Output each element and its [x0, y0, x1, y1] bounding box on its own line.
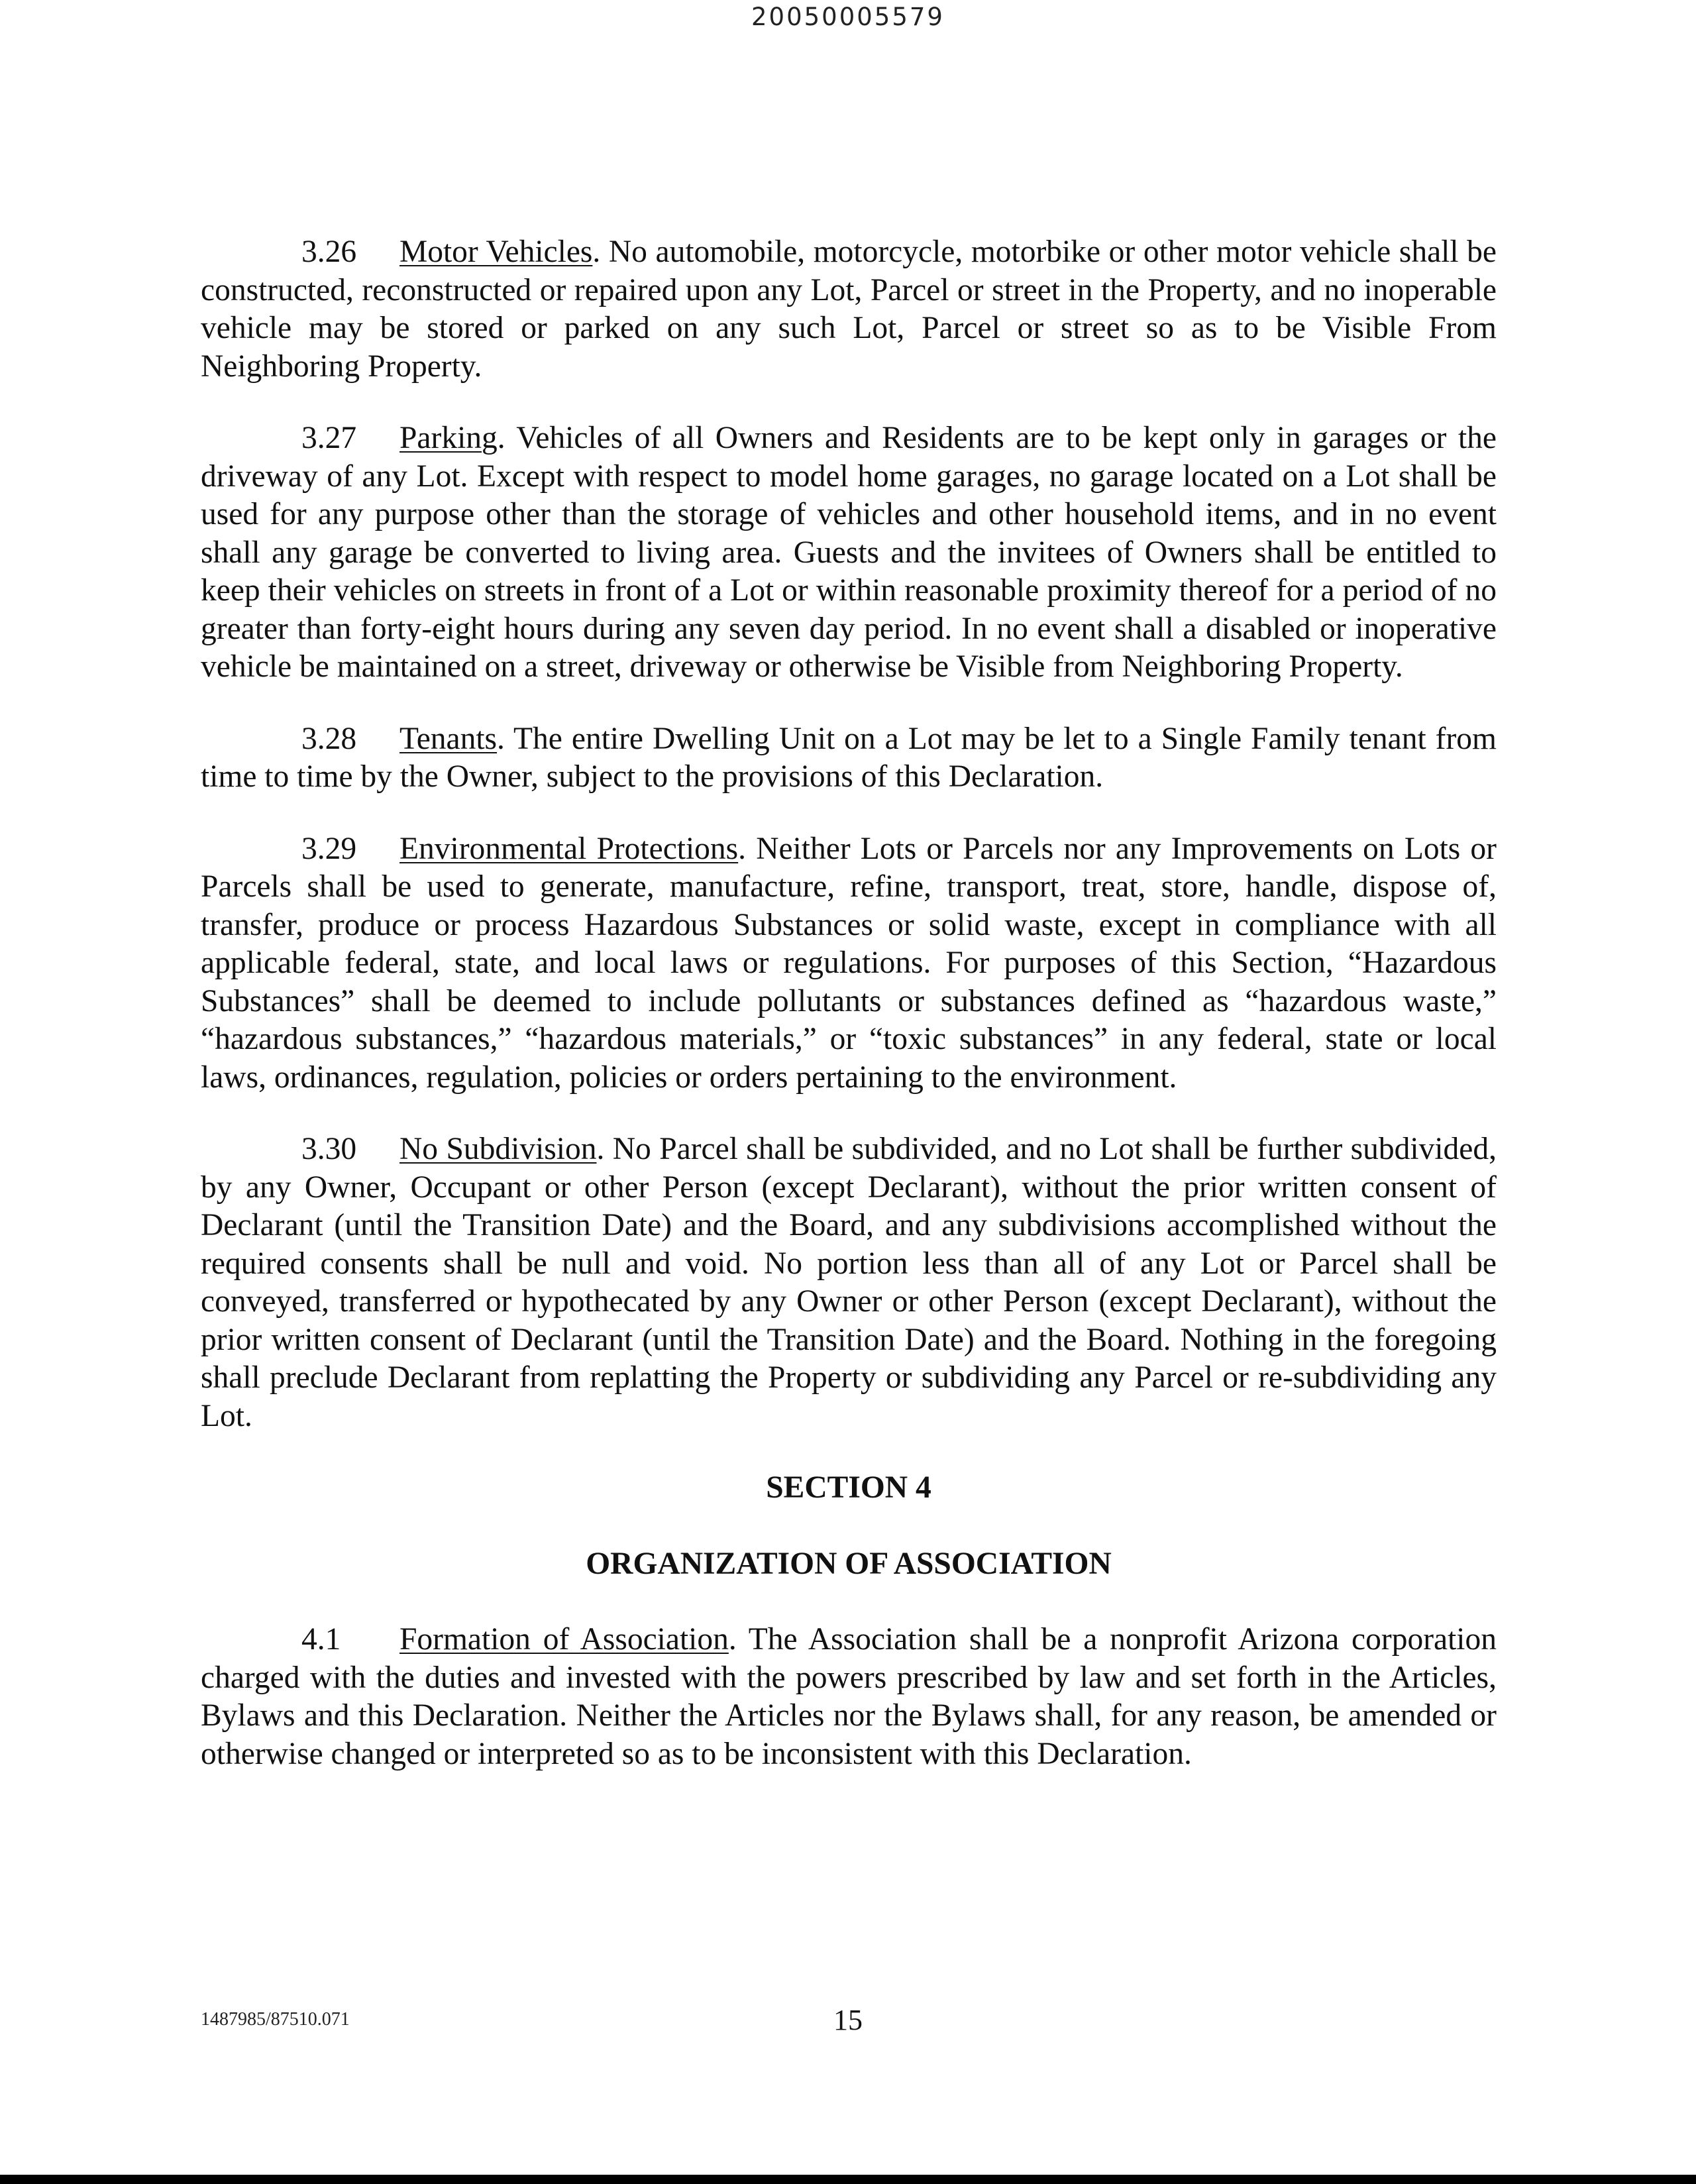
recording-number: 20050005579: [751, 3, 945, 31]
paragraph-3-28: [201, 720, 1497, 796]
paragraph-caption: Environmental Protections: [399, 831, 739, 866]
section-title: ORGANIZATION OF ASSOCIATION: [586, 1546, 1112, 1581]
paragraph-caption: Formation of Association: [399, 1622, 729, 1657]
paragraph-number: 3.29: [301, 831, 357, 866]
paragraph-number: 3.27: [301, 421, 357, 455]
page-number: 15: [833, 2004, 863, 2036]
document-body: [201, 233, 1497, 1807]
paragraph-text: . Vehicles of all Owners and Residents are to be kept only in garages or the driveway of any Lot. Except with respect to model home garages, no garage located on a Lot shall be used for any purpose other than the storage of vehicles and other household items, and in no event shall any garage be converted to living area. Guests and the invitees of Owners shall be entitled to keep their vehicles on streets in front of a Lot or within reasonable proximity thereof for a period of no greater than forty-eight hours during any seven day period. In no event shall a disabled or inoperative vehicle be maintained on a street, driveway or otherwise be Visible from Neighboring Property.: [201, 421, 1497, 684]
paragraph-3-26: [201, 233, 1497, 386]
paragraph-caption: Motor Vehicles: [399, 235, 593, 269]
paragraph-text: . No automobile, motorcycle, motorbike or other motor vehicle shall be constructed, reconstructed or repaired upon any Lot, Parcel or street in the Property, and no inoperable vehicle may be stored or parked on any such Lot, Parcel or street so as to be Visible From Neighboring Property.: [201, 235, 1497, 384]
paragraph-number: 3.28: [301, 721, 357, 756]
scan-border: [0, 2175, 1696, 2184]
paragraph-text: . The entire Dwelling Unit on a Lot may be let to a Single Family tenant from time to time by the Owner, subject to the provisions of this Declaration.: [201, 721, 1497, 794]
paragraph-number: 3.30: [301, 1132, 357, 1166]
paragraph-4-1: [201, 1621, 1497, 1773]
paragraph-caption: No Subdivision: [399, 1132, 597, 1166]
paragraph-text: . Neither Lots or Parcels nor any Improvements on Lots or Parcels shall be used to generate, manufacture, refine, transport, treat, store, handle, dispose of, transfer, produce or process Hazardous Substances or solid waste, except in compliance with all applicable federal, state, and local laws or regulations. For purposes of this Section, “Hazardous Substances” shall be deemed to include pollutants or substances defined as “hazardous waste,” “hazardous substances,” “hazardous materials,” or “toxic substances” in any federal, state or local laws, ordinances, regulation, policies or orders pertaining to the environment.: [201, 831, 1497, 1095]
paragraph-text: . No Parcel shall be subdivided, and no Lot shall be further subdivided, by any Owner, Occupant or other Person (except Declarant), without the prior written consent of Declarant (until the Transition Date) and the Board, and any subdivisions accomplished without the required consents shall be null and void. No portion less than all of any Lot or Parcel shall be conveyed, transferred or hypothecated by any Owner or other Person (except Declarant), without the prior written consent of Declarant (until the Transition Date) and the Board. Nothing in the foregoing shall preclude Declarant from replatting the Property or subdividing any Parcel or re-subdividing any Lot.: [201, 1132, 1497, 1433]
paragraph-caption: Tenants: [399, 721, 498, 756]
paragraph-3-29: [201, 830, 1497, 1097]
paragraph-number: 4.1: [301, 1622, 341, 1657]
paragraph-3-30: [201, 1130, 1497, 1435]
paragraph-text: . The Association shall be a nonprofit Arizona corporation charged with the duties and invested with the powers prescribed by law and set forth in the Articles, Bylaws and this Declaration. Neither the Articles nor the Bylaws shall, for any reason, be amended or otherwise changed or interpreted so as to be inconsistent with this Declaration.: [201, 1622, 1497, 1771]
section-label: SECTION 4: [766, 1470, 931, 1505]
footer-document-id: 1487985/87510.071: [201, 2009, 350, 2030]
paragraph-3-27: [201, 419, 1497, 686]
paragraph-caption: Parking: [399, 421, 498, 455]
paragraph-number: 3.26: [301, 235, 357, 269]
